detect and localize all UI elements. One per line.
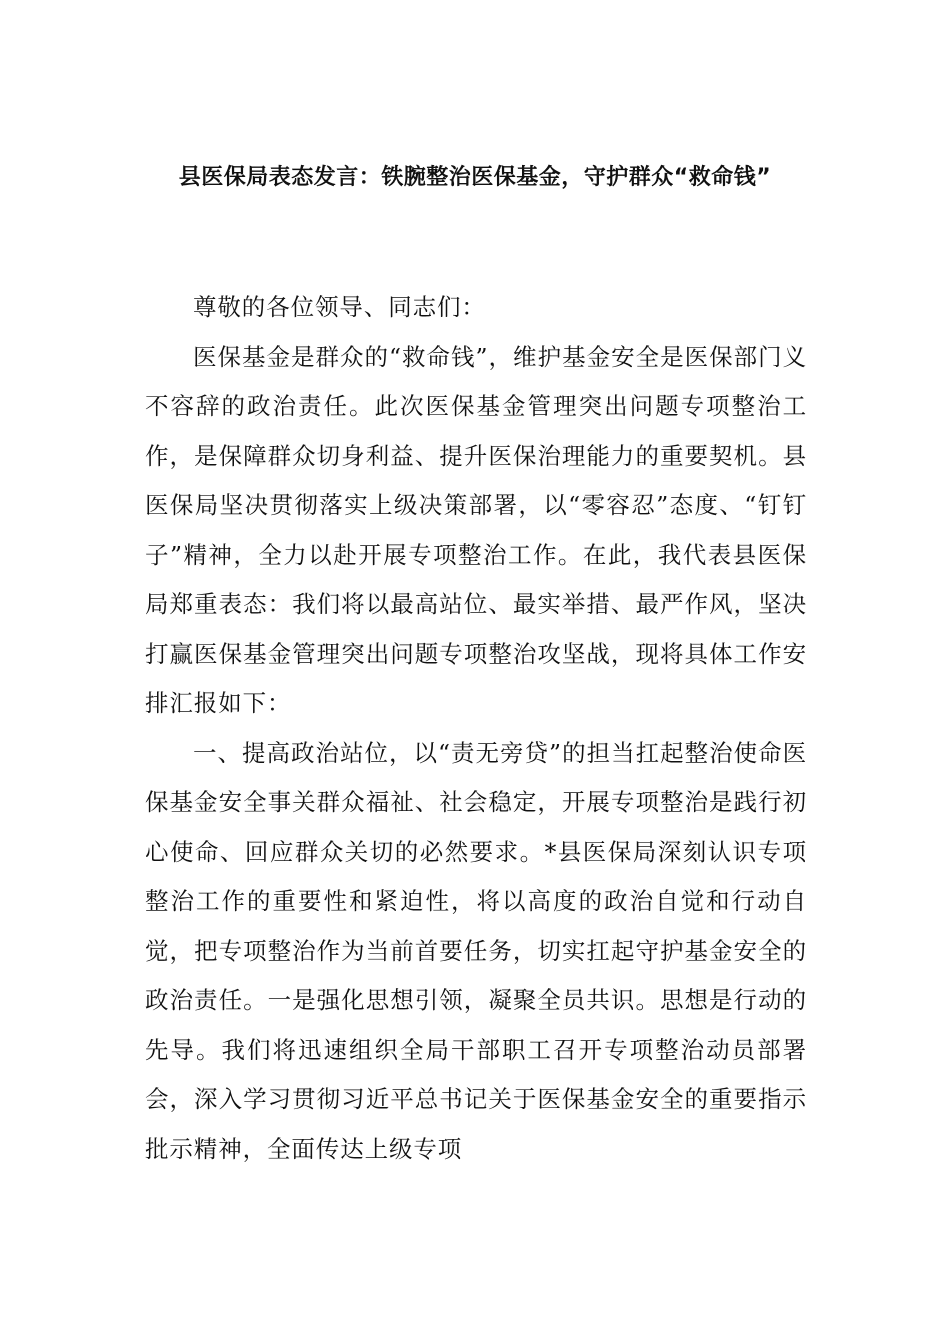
- document-body: [145, 283, 807, 1174]
- document-title: 县医保局表态发言：铁腕整治医保基金，守护群众“救命钱”: [178, 165, 772, 190]
- paragraph-intro: 医保基金是群众的“救命钱”，维护基金安全是医保部门义不容辞的政治责任。此次医保基金管理突出问题专项整治工作，是保障群众切身利益、提升医保治理能力的重要契机。县医保局坚决贯彻落实上级决策部署，以“零容忍”态度、“钉钉子”精神，全力以赴开展专项整治工作。在此，我代表县医保局郑重表态：我们将以最高站位、最实举措、最严作风，坚决打赢医保基金管理突出问题专项整治攻坚战，现将具体工作安排汇报如下：: [145, 342, 807, 717]
- salutation: 尊敬的各位领导、同志们：: [193, 293, 486, 321]
- paragraph-section-one: 一、提高政治站位，以“责无旁贷”的担当扛起整治使命医保基金安全事关群众福祉、社会稳定，开展专项整治是践行初心使命、回应群众关切的必然要求。*县医保局深刻认识专项整治工作的重要性和紧迫性，将以高度的政治自觉和行动自觉，把专项整治作为当前首要任务，切实扛起守护基金安全的政治责任。一是强化思想引领，凝聚全员共识。思想是行动的先导。我们将迅速组织全局干部职工召开专项整治动员部署会，深入学习贯彻习近平总书记关于医保基金安全的重要指示批示精神，全面传达上级专项: [145, 738, 807, 1163]
